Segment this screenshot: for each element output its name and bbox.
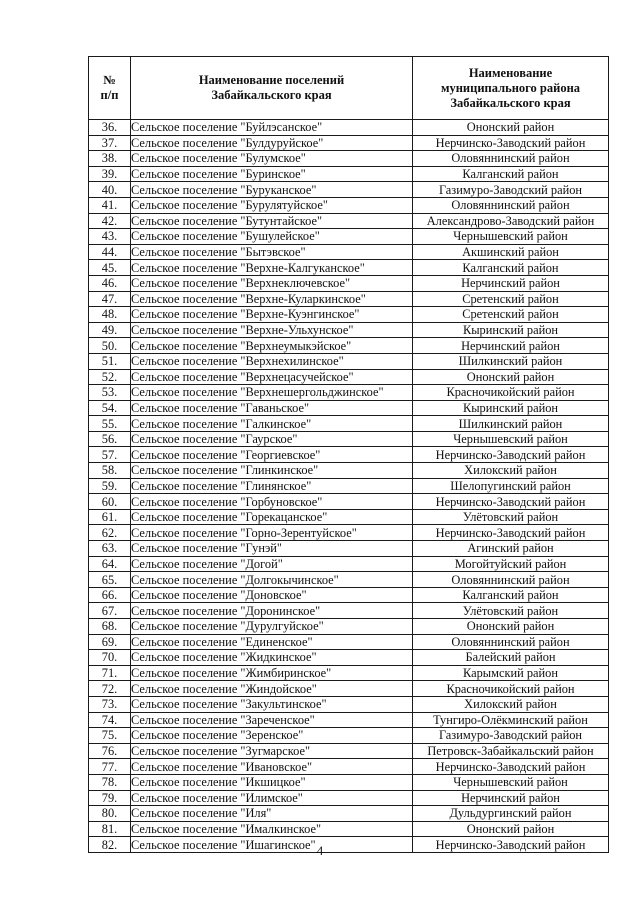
row-number: 43. [89,229,131,245]
district-name: Красночикойский район [413,681,609,697]
district-name: Чернышевский район [413,774,609,790]
district-name: Александрово-Заводский район [413,213,609,229]
table-row [89,790,609,806]
district-name: Ононский район [413,619,609,635]
settlements-table [88,56,609,853]
row-number: 51. [89,353,131,369]
district-name: Калганский район [413,260,609,276]
settlement-name: Сельское поселение "Ишагинское" [131,837,413,853]
district-name: Оловяннинский район [413,634,609,650]
row-number: 76. [89,743,131,759]
table-row [89,759,609,775]
district-name: Газимуро-Заводский район [413,182,609,198]
row-number: 36. [89,120,131,136]
table-row [89,634,609,650]
row-number: 49. [89,322,131,338]
table-row [89,291,609,307]
district-name: Могойтуйский район [413,556,609,572]
district-name: Дульдургинский район [413,806,609,822]
row-number: 53. [89,385,131,401]
row-number: 72. [89,681,131,697]
row-number: 40. [89,182,131,198]
row-number: 42. [89,213,131,229]
row-number: 82. [89,837,131,853]
settlement-name: Сельское поселение "Икшицкое" [131,774,413,790]
row-number: 79. [89,790,131,806]
settlement-name: Сельское поселение "Ивановское" [131,759,413,775]
table-row [89,260,609,276]
row-number: 41. [89,197,131,213]
settlement-name: Сельское поселение "Галкинское" [131,416,413,432]
row-number: 47. [89,291,131,307]
table-row [89,619,609,635]
row-number: 56. [89,431,131,447]
settlement-name: Сельское поселение "Верхнеумыкэйское" [131,338,413,354]
table-row [89,447,609,463]
settlement-name: Сельское поселение "Иля" [131,806,413,822]
table-row [89,338,609,354]
row-number: 58. [89,463,131,479]
settlement-name: Сельское поселение "Бурулятуйское" [131,197,413,213]
table-row [89,681,609,697]
table-row [89,712,609,728]
district-name: Нерчинско-Заводский район [413,494,609,510]
row-number: 78. [89,774,131,790]
table-header-row [89,57,609,120]
table-row [89,665,609,681]
settlement-name: Сельское поселение "Зареченское" [131,712,413,728]
table-row [89,229,609,245]
row-number: 59. [89,478,131,494]
district-name: Оловяннинский район [413,151,609,167]
table-row [89,478,609,494]
settlement-name: Сельское поселение "Горбуновское" [131,494,413,510]
table-row [89,774,609,790]
settlement-name: Сельское поселение "Доновское" [131,587,413,603]
district-name: Хилокский район [413,463,609,479]
district-name: Карымский район [413,665,609,681]
settlement-name: Сельское поселение "Глинкинское" [131,463,413,479]
settlement-name: Сельское поселение "Гунэй" [131,541,413,557]
row-number: 70. [89,650,131,666]
settlement-name: Сельское поселение "Верхнеключевское" [131,275,413,291]
row-number: 66. [89,587,131,603]
settlement-name: Сельское поселение "Догой" [131,556,413,572]
row-number: 77. [89,759,131,775]
district-name: Акшинский район [413,244,609,260]
table-row [89,400,609,416]
district-name: Нерчинский район [413,338,609,354]
district-name: Калганский район [413,587,609,603]
settlement-name: Сельское поселение "Дурулгуйское" [131,619,413,635]
table-body [89,120,609,853]
row-number: 45. [89,260,131,276]
table-row [89,572,609,588]
settlement-name: Сельское поселение "Буйлэсанское" [131,120,413,136]
table-row [89,322,609,338]
settlement-name: Сельское поселение "Верхнецасучейское" [131,369,413,385]
district-name: Нерчинско-Заводский район [413,135,609,151]
table-row [89,541,609,557]
settlement-name: Сельское поселение "Жиндойское" [131,681,413,697]
table-row [89,431,609,447]
district-name: Оловяннинский район [413,197,609,213]
table-row [89,821,609,837]
district-name: Петровск-Забайкальский район [413,743,609,759]
table-row [89,307,609,323]
row-number: 65. [89,572,131,588]
table-row [89,275,609,291]
table-row [89,197,609,213]
row-number: 74. [89,712,131,728]
settlement-name: Сельское поселение "Гаваньское" [131,400,413,416]
district-name: Хилокский район [413,696,609,712]
settlement-name: Сельское поселение "Бытэвское" [131,244,413,260]
row-number: 67. [89,603,131,619]
table-row [89,244,609,260]
table-row [89,120,609,136]
settlement-name: Сельское поселение "Ималкинское" [131,821,413,837]
settlement-name: Сельское поселение "Верхнешергольджинское" [131,385,413,401]
district-name: Тунгиро-Олёкминский район [413,712,609,728]
row-number: 69. [89,634,131,650]
row-number: 75. [89,728,131,744]
row-number: 37. [89,135,131,151]
settlement-name: Сельское поселение "Долгокычинское" [131,572,413,588]
table-row [89,650,609,666]
settlement-name: Сельское поселение "Жимбиринское" [131,665,413,681]
district-name: Оловяннинский район [413,572,609,588]
settlement-name: Сельское поселение "Гаурское" [131,431,413,447]
district-name: Шилкинский район [413,353,609,369]
row-number: 64. [89,556,131,572]
settlement-name: Сельское поселение "Буринское" [131,166,413,182]
row-number: 80. [89,806,131,822]
district-name: Газимуро-Заводский район [413,728,609,744]
row-number: 54. [89,400,131,416]
table-row [89,463,609,479]
row-number: 38. [89,151,131,167]
row-number: 63. [89,541,131,557]
settlement-name: Сельское поселение "Верхне-Ульхунское" [131,322,413,338]
table-row [89,369,609,385]
table-row [89,743,609,759]
table-row [89,135,609,151]
settlement-name: Сельское поселение "Единенское" [131,634,413,650]
header-district: Наименование муниципального района Забайкальского края [413,57,609,120]
row-number: 73. [89,696,131,712]
district-name: Нерчинско-Заводский район [413,837,609,853]
settlement-name: Сельское поселение "Закультинское" [131,696,413,712]
row-number: 39. [89,166,131,182]
settlement-name: Сельское поселение "Бушулейское" [131,229,413,245]
district-name: Нерчинский район [413,790,609,806]
page-number: 4 [316,843,324,858]
district-name: Улётовский район [413,509,609,525]
row-number: 52. [89,369,131,385]
row-number: 62. [89,525,131,541]
district-name: Балейский район [413,650,609,666]
row-number: 61. [89,509,131,525]
table-row [89,151,609,167]
table-row [89,353,609,369]
settlement-name: Сельское поселение "Верхне-Куэнгинское" [131,307,413,323]
table-row [89,556,609,572]
table-row [89,385,609,401]
district-name: Улётовский район [413,603,609,619]
settlement-name: Сельское поселение "Илимское" [131,790,413,806]
district-name: Шилкинский район [413,416,609,432]
table-row [89,806,609,822]
settlement-name: Сельское поселение "Верхне-Куларкинское" [131,291,413,307]
row-number: 48. [89,307,131,323]
table-row [89,525,609,541]
table-row [89,166,609,182]
table-row [89,603,609,619]
settlement-name: Сельское поселение "Булдуруйское" [131,135,413,151]
district-name: Шелопугинский район [413,478,609,494]
district-name: Нерчинско-Заводский район [413,447,609,463]
header-settlement: Наименование поселений Забайкальского края [131,57,413,120]
district-name: Кыринский район [413,400,609,416]
header-number: № п/п [89,57,131,120]
district-name: Нерчинско-Заводский район [413,759,609,775]
district-name: Ононский район [413,120,609,136]
district-name: Сретенский район [413,291,609,307]
district-name: Калганский район [413,166,609,182]
row-number: 71. [89,665,131,681]
settlement-name: Сельское поселение "Зугмарское" [131,743,413,759]
settlement-name: Сельское поселение "Горно-Зерентуйское" [131,525,413,541]
settlement-name: Сельское поселение "Жидкинское" [131,650,413,666]
district-name: Чернышевский район [413,229,609,245]
district-name: Чернышевский район [413,431,609,447]
settlement-name: Сельское поселение "Верхнехилинское" [131,353,413,369]
district-name: Ононский район [413,821,609,837]
district-name: Красночикойский район [413,385,609,401]
table-row [89,182,609,198]
district-name: Агинский район [413,541,609,557]
row-number: 68. [89,619,131,635]
row-number: 46. [89,275,131,291]
row-number: 50. [89,338,131,354]
table-row [89,416,609,432]
row-number: 57. [89,447,131,463]
settlement-name: Сельское поселение "Георгиевское" [131,447,413,463]
row-number: 60. [89,494,131,510]
row-number: 44. [89,244,131,260]
table-row [89,494,609,510]
district-name: Нерчинский район [413,275,609,291]
settlement-name: Сельское поселение "Зеренское" [131,728,413,744]
settlement-name: Сельское поселение "Глинянское" [131,478,413,494]
district-name: Нерчинско-Заводский район [413,525,609,541]
settlement-name: Сельское поселение "Верхне-Калгуканское" [131,260,413,276]
settlement-name: Сельское поселение "Бутунтайское" [131,213,413,229]
table-row [89,213,609,229]
table-row [89,728,609,744]
district-name: Сретенский район [413,307,609,323]
settlement-name: Сельское поселение "Буруканское" [131,182,413,198]
table-row [89,509,609,525]
row-number: 81. [89,821,131,837]
row-number: 55. [89,416,131,432]
settlement-name: Сельское поселение "Булумское" [131,151,413,167]
district-name: Кыринский район [413,322,609,338]
settlement-name: Сельское поселение "Доронинское" [131,603,413,619]
table-row [89,587,609,603]
table-row [89,696,609,712]
settlement-name: Сельское поселение "Горекацанское" [131,509,413,525]
district-name: Ононский район [413,369,609,385]
